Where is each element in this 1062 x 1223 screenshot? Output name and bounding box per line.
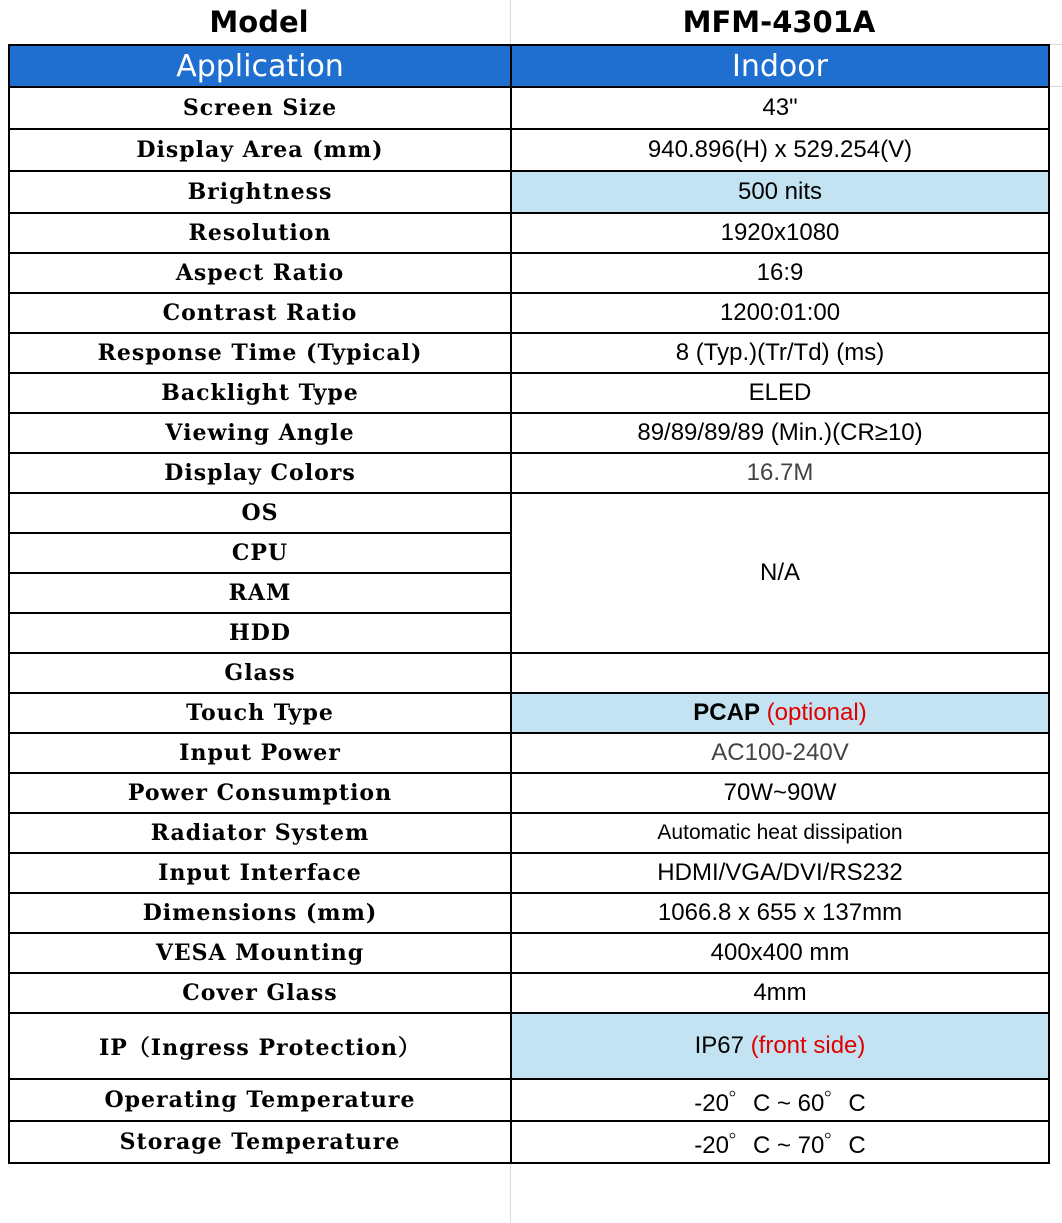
glass-value: [511, 653, 1049, 693]
spec-label: Brightness: [9, 171, 511, 213]
table-row: [9, 253, 1049, 293]
spec-value: 70W~90W: [511, 773, 1049, 813]
table-row: [9, 813, 1049, 853]
table-row: [9, 733, 1049, 773]
spec-value: AC100-240V: [511, 733, 1049, 773]
spec-label: Backlight Type: [9, 373, 511, 413]
spec-label: Radiator System: [9, 813, 511, 853]
spec-value: ELED: [511, 373, 1049, 413]
spec-value: 940.896(H) x 529.254(V): [511, 129, 1049, 171]
spec-value: 1200:01:00: [511, 293, 1049, 333]
spec-label: HDD: [9, 613, 511, 653]
table-row: [9, 693, 1049, 733]
table-row: [9, 933, 1049, 973]
table-row: [9, 333, 1049, 373]
spec-label: RAM: [9, 573, 511, 613]
touch-value-main: PCAP: [693, 699, 760, 726]
application-label: Application: [9, 45, 511, 87]
table-row: [9, 973, 1049, 1013]
table-row: [9, 1121, 1049, 1163]
spec-value: 400x400 mm: [511, 933, 1049, 973]
application-row: [9, 45, 1049, 87]
table-row: [9, 129, 1049, 171]
ip-value-note: (front side): [750, 1032, 866, 1059]
spec-label: IP（Ingress Protection）: [9, 1013, 511, 1079]
model-value: MFM-4301A: [682, 5, 876, 39]
table-row: [9, 893, 1049, 933]
ip-value-main: IP67: [694, 1032, 744, 1059]
touch-value: [511, 693, 1049, 733]
spec-label: Storage Temperature: [9, 1121, 511, 1163]
touch-value-note: (optional): [766, 699, 867, 726]
table-row: [9, 293, 1049, 333]
table-row: [9, 213, 1049, 253]
spec-value: 1066.8 x 655 x 137mm: [511, 893, 1049, 933]
model-label: Model: [209, 5, 309, 39]
grid-line: [1048, 86, 1062, 87]
spec-label: Operating Temperature: [9, 1079, 511, 1121]
spec-value: 43": [511, 87, 1049, 129]
spec-label: Resolution: [9, 213, 511, 253]
spec-label: OS: [9, 493, 511, 533]
spec-label: Touch Type: [9, 693, 511, 733]
table-row: [9, 453, 1049, 493]
spec-value: 1920x1080: [511, 213, 1049, 253]
table-row: [9, 1013, 1049, 1079]
spec-label: Contrast Ratio: [9, 293, 511, 333]
table-row: [9, 171, 1049, 213]
spec-label: Response Time (Typical): [9, 333, 511, 373]
spec-value: -20゜C ~ 70゜C: [511, 1121, 1049, 1163]
spec-value: 16.7M: [511, 453, 1049, 493]
application-value: Indoor: [511, 45, 1049, 87]
spec-value: Automatic heat dissipation: [511, 813, 1049, 853]
spec-label: Input Power: [9, 733, 511, 773]
spec-value: 4mm: [511, 973, 1049, 1013]
table-row: [9, 373, 1049, 413]
spec-label: VESA Mounting: [9, 933, 511, 973]
spec-label: Screen Size: [9, 87, 511, 129]
title-row: [8, 0, 1048, 44]
spec-value: -20゜C ~ 60゜C: [511, 1079, 1049, 1121]
system-value: N/A: [511, 493, 1049, 653]
spec-value: HDMI/VGA/DVI/RS232: [511, 853, 1049, 893]
spec-label: CPU: [9, 533, 511, 573]
spec-value: 8 (Typ.)(Tr/Td) (ms): [511, 333, 1049, 373]
spec-label: Glass: [9, 653, 511, 693]
spec-label: Dimensions (mm): [9, 893, 511, 933]
table-row: [9, 493, 1049, 533]
table-row: [9, 413, 1049, 453]
table-row: [9, 773, 1049, 813]
spec-value: 16:9: [511, 253, 1049, 293]
spec-label: Cover Glass: [9, 973, 511, 1013]
spec-value: 89/89/89/89 (Min.)(CR≥10): [511, 413, 1049, 453]
table-row: [9, 653, 1049, 693]
spec-label: Display Area (mm): [9, 129, 511, 171]
spec-table: [8, 44, 1050, 1164]
table-row: [9, 853, 1049, 893]
table-row: [9, 1079, 1049, 1121]
table-row: [9, 87, 1049, 129]
grid-line: [1048, 44, 1062, 45]
spec-label: Aspect Ratio: [9, 253, 511, 293]
spec-label: Power Consumption: [9, 773, 511, 813]
ip-value: [511, 1013, 1049, 1079]
brightness-value: 500 nits: [511, 171, 1049, 213]
spec-label: Viewing Angle: [9, 413, 511, 453]
spec-label: Display Colors: [9, 453, 511, 493]
spec-label: Input Interface: [9, 853, 511, 893]
